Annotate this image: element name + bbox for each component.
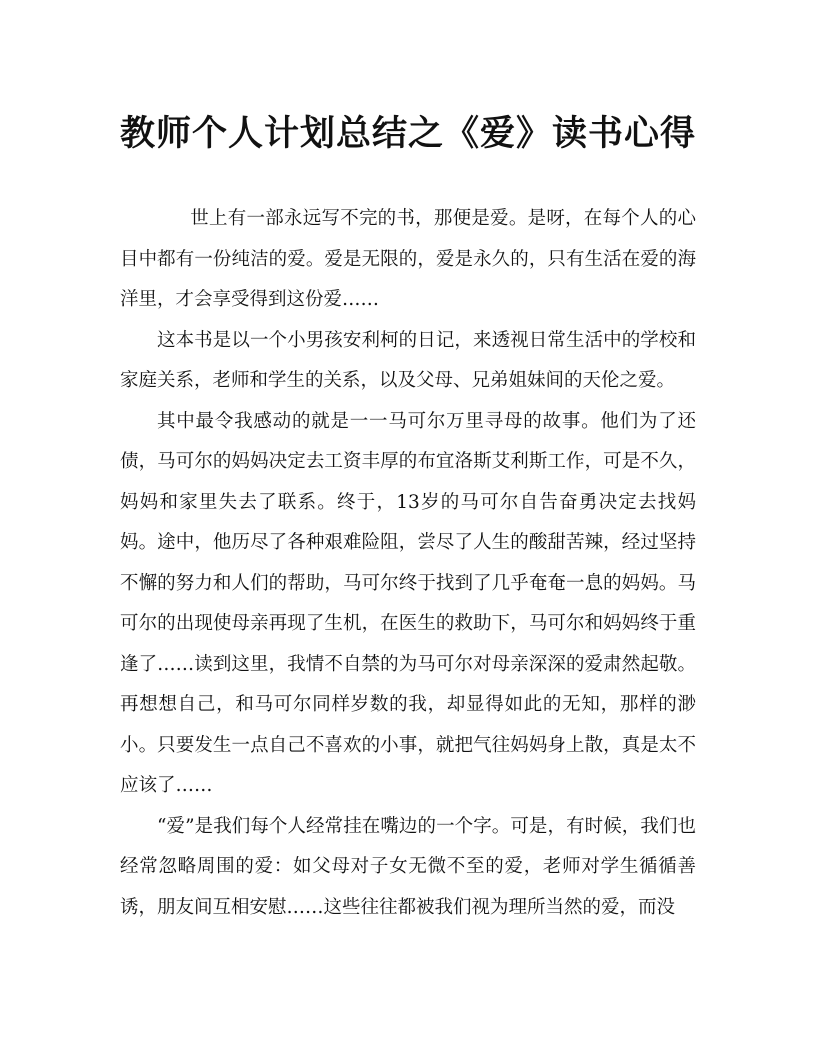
paragraph-4: “爱”是我们每个人经常挂在嘴边的一个字。可是，有时候，我们也经常忽略周围的爱：如父母对子女无微不至的爱，老师对学生循循善诱，朋友间互相安慰……这些往往都被我们视为理所当然的爱，而没 xyxy=(120,815,696,918)
paragraph-2: 这本书是以一个小男孩安利柯的日记，来透视日常生活中的学校和家庭关系，老师和学生的关系，以及父母、兄弟姐妹间的天伦之爱。 xyxy=(120,329,696,391)
paragraph-3: 其中最令我感动的就是一一马可尔万里寻母的故事。他们为了还债，马可尔的妈妈决定去工资丰厚的布宜洛斯艾利斯工作，可是不久，妈妈和家里失去了联系。终于，13岁的马可尔自告奋勇决定去找妈妈。途中，他历尽了各种艰难险阻，尝尽了人生的酸甜苦辣，经过坚持不懈的努力和人们的帮助，马可尔终于找到了几乎奄奄一息的妈妈。马可尔的出现使母亲再现了生机，在医生的救助下，马可尔和妈妈终于重逢了……读到这里，我情不自禁的为马可尔对母亲深深的爱肃然起敬。再想想自己，和马可尔同样岁数的我，却显得如此的无知，那样的渺小。只要发生一点自己不喜欢的小事，就把气往妈妈身上散，真是太不应该了…… xyxy=(120,410,696,796)
document-title: 教师个人计划总结之《爱》读书心得 xyxy=(119,113,696,154)
document-body xyxy=(120,199,696,928)
paragraph-1: 世上有一部永远写不完的书，那便是爱。是呀，在每个人的心目中都有一份纯洁的爱。爱是无限的，爱是永久的，只有生活在爱的海洋里，才会享受得到这份爱…… xyxy=(120,208,696,310)
